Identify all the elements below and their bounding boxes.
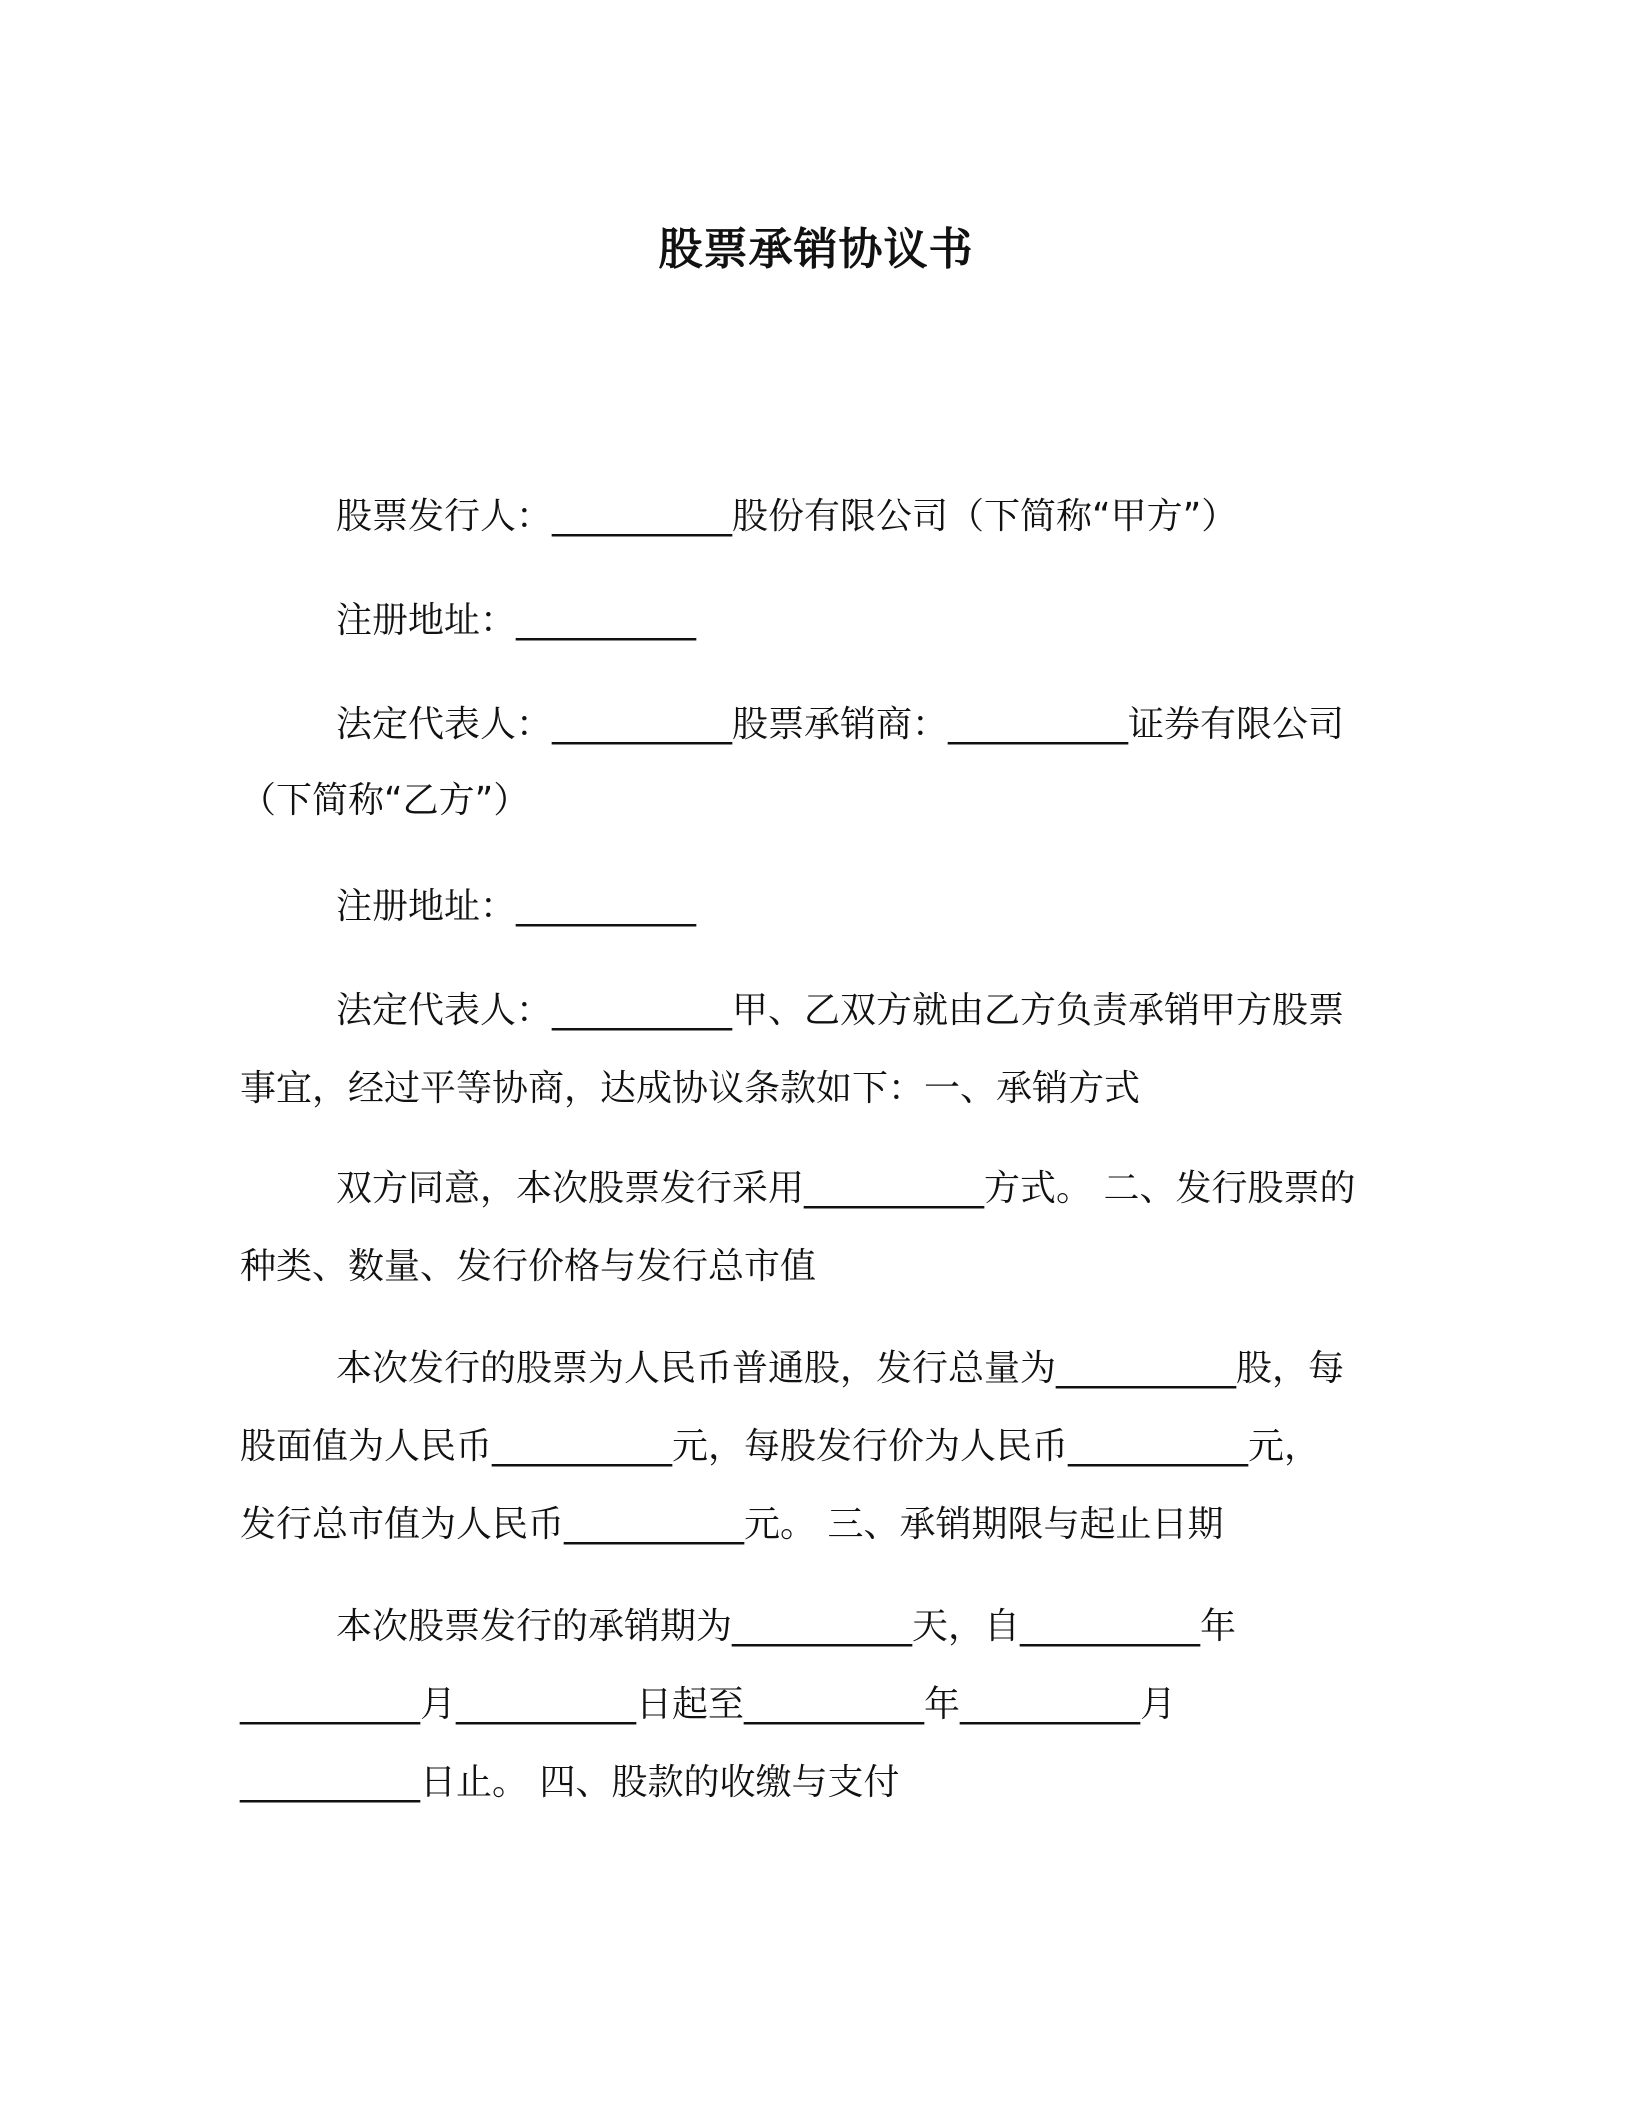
underwriter-address-line: 注册地址：__________ <box>336 886 697 927</box>
paragraph-issuer-address <box>240 582 1390 660</box>
issuer-rep-line: 法定代表人：__________股票承销商：__________证券有限公司 <box>336 704 1345 745</box>
stock-type-heading-line: 种类、数量、发行价格与发行总市值 <box>240 1246 817 1287</box>
paragraph-issuer <box>240 478 1390 556</box>
paragraph-underwriter-address <box>240 868 1390 946</box>
stock-details-line-2: 股面值为人民币__________元，每股发行价为人民币__________元， <box>240 1426 1321 1467</box>
underwriter-rep-line: 法定代表人：__________甲、乙双方就由乙方负责承销甲方股票 <box>336 990 1345 1031</box>
paragraph-underwriter-rep <box>240 972 1390 1128</box>
paragraph-underwriting-period <box>240 1588 1390 1822</box>
document-title: 股票承销协议书 <box>658 224 974 275</box>
issuer-line: 股票发行人：__________股份有限公司（下简称“甲方”） <box>336 496 1238 537</box>
stock-details-line-3: 发行总市值为人民币__________元。 三、承销期限与起止日期 <box>240 1504 1224 1545</box>
method-line: 双方同意，本次股票发行采用__________方式。 二、发行股票的 <box>336 1168 1356 1209</box>
stock-details-line-1: 本次发行的股票为人民币普通股，发行总量为__________股，每 <box>336 1348 1345 1389</box>
issuer-address-line: 注册地址：__________ <box>336 600 697 641</box>
underwriter-alias-line: （下简称“乙方”） <box>240 780 530 821</box>
paragraph-issuer-rep-underwriter <box>240 686 1390 840</box>
agreement-intro-line: 事宜，经过平等协商，达成协议条款如下：一、承销方式 <box>240 1068 1141 1109</box>
paragraph-stock-details <box>240 1330 1390 1564</box>
period-line-3: __________日止。 四、股款的收缴与支付 <box>240 1762 900 1803</box>
period-line-1: 本次股票发行的承销期为__________天，自__________年 <box>336 1606 1237 1647</box>
paragraph-underwriting-method <box>240 1150 1390 1306</box>
period-line-2: __________月__________日起至__________年__________月 <box>240 1684 1177 1725</box>
